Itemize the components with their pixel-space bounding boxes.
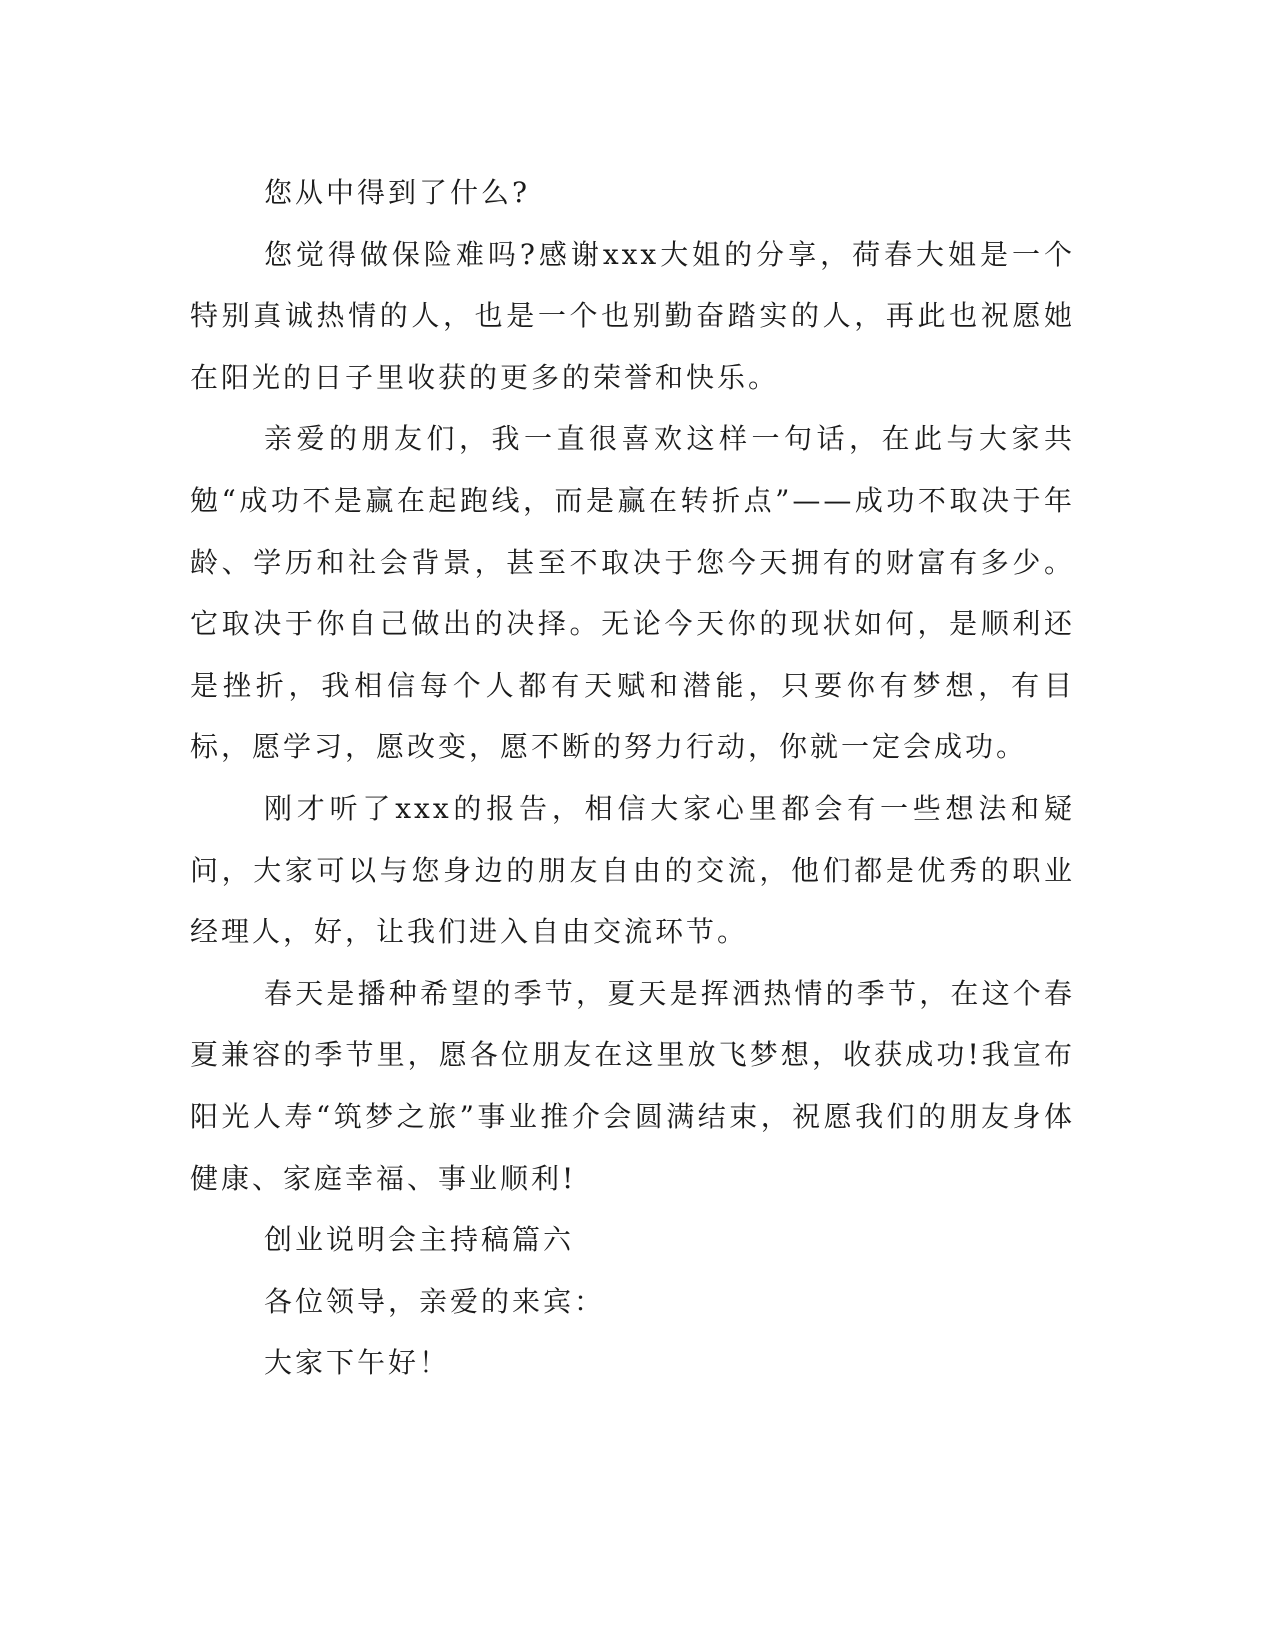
paragraph-question: 您从中得到了什么?	[264, 176, 531, 209]
paragraph-closing: 春天是播种希望的季节，夏天是挥洒热情的季节，在这个春夏兼容的季节里，愿各位朋友在这里放飞梦想，收获成功!我宣布阳光人寿“筑梦之旅”事业推介会圆满结束，祝愿我们的朋友身体健康、家庭幸福、事业顺利!	[190, 976, 1075, 1195]
paragraph-exchange: 刚才听了xxx的报告，相信大家心里都会有一些想法和疑问，大家可以与您身边的朋友自由的交流，他们都是优秀的职业经理人，好，让我们进入自由交流环节。	[190, 791, 1075, 949]
document-body	[190, 162, 1075, 1394]
paragraph-thanks: 您觉得做保险难吗?感谢xxx大姐的分享，荷春大姐是一个特别真诚热情的人，也是一个也别勤奋踏实的人，再此也祝愿她在阳光的日子里收获的更多的荣誉和快乐。	[190, 237, 1075, 394]
section-heading: 创业说明会主持稿篇六	[264, 1223, 575, 1257]
salutation: 各位领导，亲爱的来宾：	[264, 1284, 606, 1318]
paragraph-encouragement: 亲爱的朋友们，我一直很喜欢这样一句话，在此与大家共勉“成功不是赢在起跑线，而是赢在转折点”——成功不取决于年龄、学历和社会背景，甚至不取决于您今天拥有的财富有多少。它取决于你自己做出的决择。无论今天你的现状如何，是顺利还是挫折，我相信每个人都有天赋和潜能，只要你有梦想，有目标，愿学习，愿改变，愿不断的努力行动，你就一定会成功。	[190, 422, 1075, 764]
greeting: 大家下午好！	[264, 1346, 451, 1380]
